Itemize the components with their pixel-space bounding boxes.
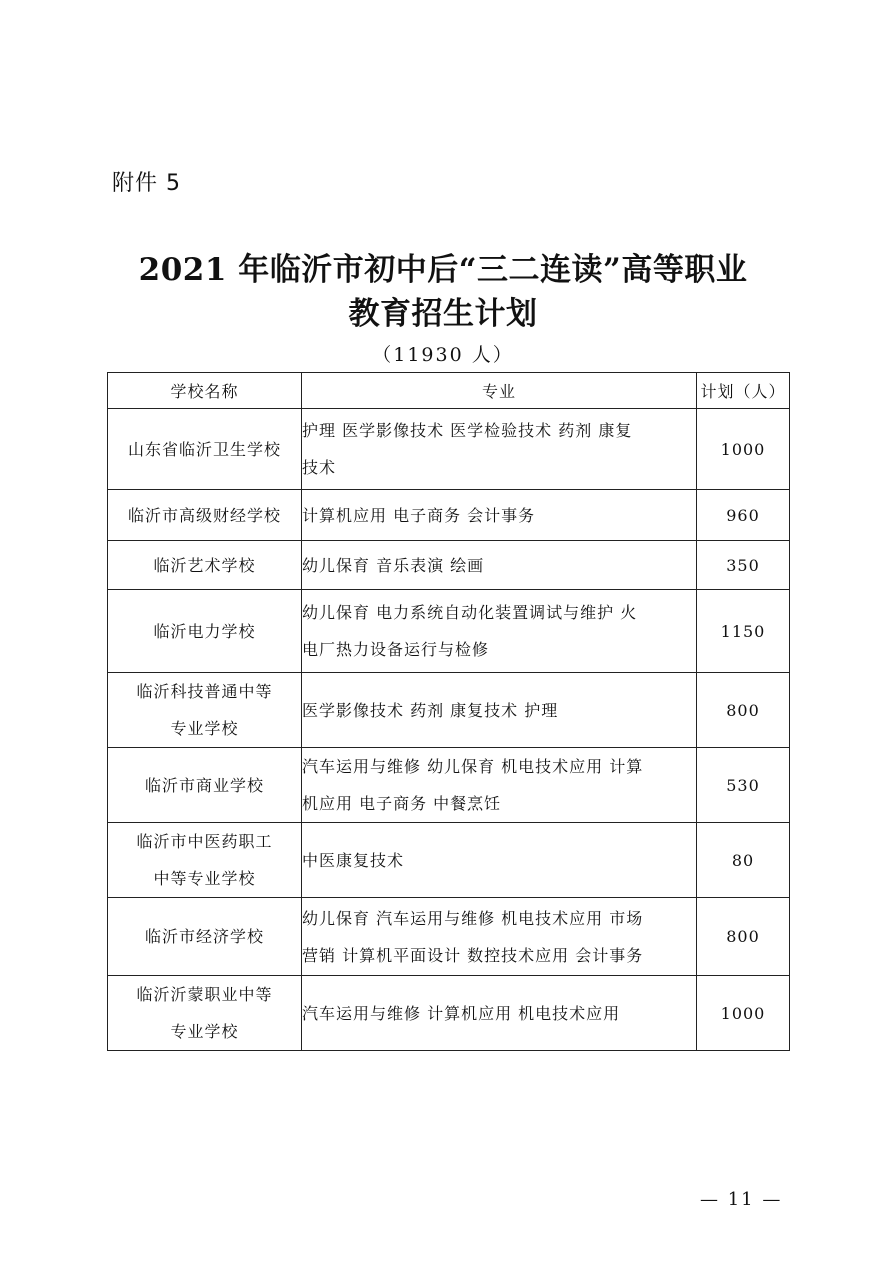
- major-line: 幼儿保育 电力系统自动化装置调试与维护 火: [302, 603, 638, 622]
- table-row: [108, 541, 790, 590]
- major-cell: [302, 823, 697, 898]
- school-cell: [108, 590, 302, 673]
- document-title-line-1: 2021 年临沂市初中后“三二连读”高等职业: [138, 252, 748, 288]
- school-name-line: 临沂市经济学校: [144, 927, 264, 946]
- major-line: 机应用 电子商务 中餐烹饪: [302, 794, 502, 813]
- count-cell: 1150: [697, 590, 790, 673]
- table-row: [108, 898, 790, 976]
- major-cell: [302, 590, 697, 673]
- school-cell: [108, 748, 302, 823]
- school-cell: [108, 490, 302, 541]
- school-name-line: 中等专业学校: [153, 869, 256, 888]
- table-row: [108, 409, 790, 490]
- count-cell: 800: [697, 898, 790, 976]
- page-number: — 11 —: [700, 1189, 783, 1210]
- table-row: [108, 748, 790, 823]
- table-header-row: [108, 373, 790, 409]
- table-row: [108, 590, 790, 673]
- major-line: 幼儿保育 汽车运用与维修 机电技术应用 市场: [302, 908, 644, 928]
- school-name-line: 临沂市高级财经学校: [127, 505, 281, 525]
- table-row: [108, 490, 790, 541]
- school-name-line: 临沂市中医药职工: [136, 832, 273, 851]
- school-name-line: 临沂电力学校: [153, 621, 256, 641]
- document-title-line-2: 教育招生计划: [348, 296, 538, 332]
- school-cell: [108, 823, 302, 898]
- table-row: [108, 823, 790, 898]
- header-count: 计划（人）: [697, 373, 790, 409]
- header-major: 专业: [302, 373, 697, 409]
- school-name-line: 临沂科技普通中等: [136, 682, 273, 701]
- school-cell: [108, 409, 302, 490]
- major-cell: [302, 490, 697, 541]
- count-cell: 530: [697, 748, 790, 823]
- count-cell: 1000: [697, 976, 790, 1051]
- school-name-line: 山东省临沂卫生学校: [127, 439, 281, 459]
- document-subtitle-total: （11930 人）: [372, 344, 514, 366]
- major-cell: [302, 748, 697, 823]
- major-cell: [302, 673, 697, 748]
- major-cell: [302, 409, 697, 490]
- school-cell: [108, 976, 302, 1051]
- school-cell: [108, 541, 302, 590]
- major-cell: [302, 541, 697, 590]
- school-cell: [108, 673, 302, 748]
- major-line: 汽车运用与维修 计算机应用 机电技术应用: [302, 1003, 621, 1023]
- major-line: 医学影像技术 药剂 康复技术 护理: [302, 700, 559, 720]
- major-cell: [302, 898, 697, 976]
- count-cell: 80: [697, 823, 790, 898]
- school-name-line: 专业学校: [170, 719, 239, 738]
- major-line: 汽车运用与维修 幼儿保育 机电技术应用 计算: [302, 757, 644, 776]
- major-line: 幼儿保育 音乐表演 绘画: [302, 555, 485, 575]
- count-cell: 800: [697, 673, 790, 748]
- school-name-line: 临沂市商业学校: [144, 775, 264, 795]
- school-name-line: 临沂沂蒙职业中等: [136, 985, 273, 1004]
- header-school: 学校名称: [108, 373, 302, 409]
- major-cell: [302, 976, 697, 1051]
- enrollment-plan-table: [107, 372, 790, 1051]
- major-line: 护理 医学影像技术 医学检验技术 药剂 康复: [302, 421, 633, 440]
- school-name-line: 临沂艺术学校: [153, 555, 256, 575]
- count-cell: 350: [697, 541, 790, 590]
- major-line: 技术: [302, 458, 337, 477]
- major-line: 营销 计算机平面设计 数控技术应用 会计事务: [302, 945, 644, 965]
- major-line: 中医康复技术: [302, 850, 405, 870]
- table-row: [108, 673, 790, 748]
- table-row: [108, 976, 790, 1051]
- major-line: 计算机应用 电子商务 会计事务: [302, 505, 536, 525]
- major-line: 电厂热力设备运行与检修: [302, 640, 490, 659]
- school-cell: [108, 898, 302, 976]
- school-name-line: 专业学校: [170, 1022, 239, 1041]
- count-cell: 1000: [697, 409, 790, 490]
- attachment-label: 附件 5: [112, 171, 181, 196]
- count-cell: 960: [697, 490, 790, 541]
